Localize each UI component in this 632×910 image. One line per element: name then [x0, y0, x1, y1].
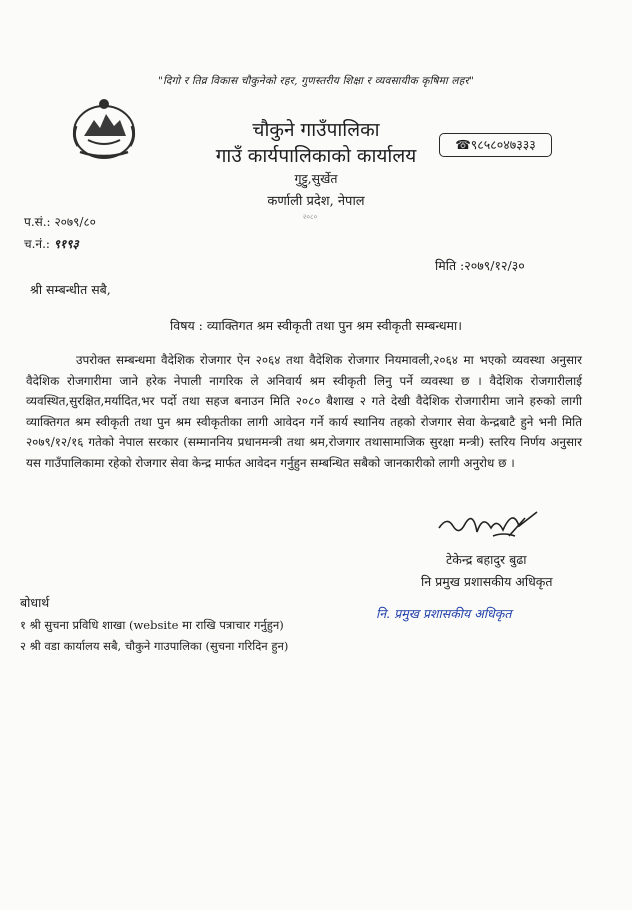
office-province: कर्णाली प्रदेश, नेपाल [267, 194, 365, 209]
letter-number-label: प.सं.: [24, 215, 51, 229]
letter-number-value: २०७९/८० [54, 215, 96, 229]
letter-date-value: २०७९/१२/३० [464, 258, 525, 273]
office-type: गाउँ कार्यपालिकाको कार्यालय [215, 145, 417, 167]
office-name: चौकुने गाउँपालिका [252, 119, 380, 141]
handwritten-initials: नि. प्रमुख प्रशासकीय अधिकृत [376, 606, 512, 621]
cc-item: १ श्री सुचना प्रविधि शाखा (website मा राखि पत्राचार गर्नुहुन) [20, 618, 284, 632]
signatory-name: टेकेन्द्र बहादुर बुढा [446, 552, 527, 567]
letter-body: उपरोक्त सम्बन्धमा वैदेशिक रोजगार ऐन २०६४ तथा वैदेशिक रोजगार नियमावली,२०६४ मा भएको व्यवस्था अनुसार वैदेशिक रोजगारीमा जाने हरेक नेपाली नागरिक ले अनिवार्य श्रम स्वीकृती लिनु पर्ने व्यवस्था छ । वैदेशिक रोजगारीलाई व्यवस्थित,सुरक्षित,मर्यादित,भर पर्दो तथा सहज बनाउन मिति २०८० बैशाख २ गते देखी वैदेशिक रोजगारीमा जाने हरुको लागी व्याक्तिगत श्रम स्वीकृती तथा पुन श्रम स्वीकृतीका लागी आवेदन गर्ने कार्य स्थानिय तहको रोजगार सेवा केन्द्रबाटै हुने भनी मिति २०७९/१२/१६ गतेको नेपाल सरकार (सम्माननिय प्रधानमन्त्री तथा श्रम,रोजगार तथासामाजिक सुरक्षा मन्त्री) स्तरिय निर्णय अनुसार यस गाउँपालिकामा रहेको रोजगार सेवा केन्द्र मार्फत आवेदन गर्नुहुन सम्बन्धित सबैको जानकारीको लागी अनुरोध छ । [26, 353, 582, 470]
phone-number-box: ☎९८५८०४७३३३ [439, 133, 552, 157]
letter-number [24, 213, 96, 230]
dispatch-number-value: ९१९३ [53, 237, 79, 251]
addressee: श्री सम्बन्धीत सबै, [30, 282, 111, 297]
dispatch-number [24, 235, 79, 252]
letter-date [435, 257, 525, 274]
signatory-title: नि प्रमुख प्रशासकीय अधिकृत [421, 574, 553, 589]
letter-date-label: मिति : [435, 258, 465, 273]
cc-item: २ श्री वडा कार्यालय सबै, चौकुने गाउपालिका (सुचना गरिदिन हुन) [20, 639, 289, 653]
faint-stamp: २०८० [302, 213, 318, 221]
cc-heading: बोधार्थ [20, 595, 50, 610]
office-location: गुट्टु,सुर्खेत [294, 171, 338, 186]
letter-subject: विषय : व्याक्तिगत श्रम स्वीकृती तथा पुन श्रम स्वीकृती सम्बन्धमा। [170, 318, 462, 333]
signature-scribble [433, 506, 543, 546]
letterhead-slogan: "दिगो र तिव्र विकास चौकुनेको रहर, गुणस्तरीय शिक्षा र व्यवसायीक कृषिमा लहर" [157, 75, 475, 87]
dispatch-number-label: च.नं.: [24, 237, 50, 251]
